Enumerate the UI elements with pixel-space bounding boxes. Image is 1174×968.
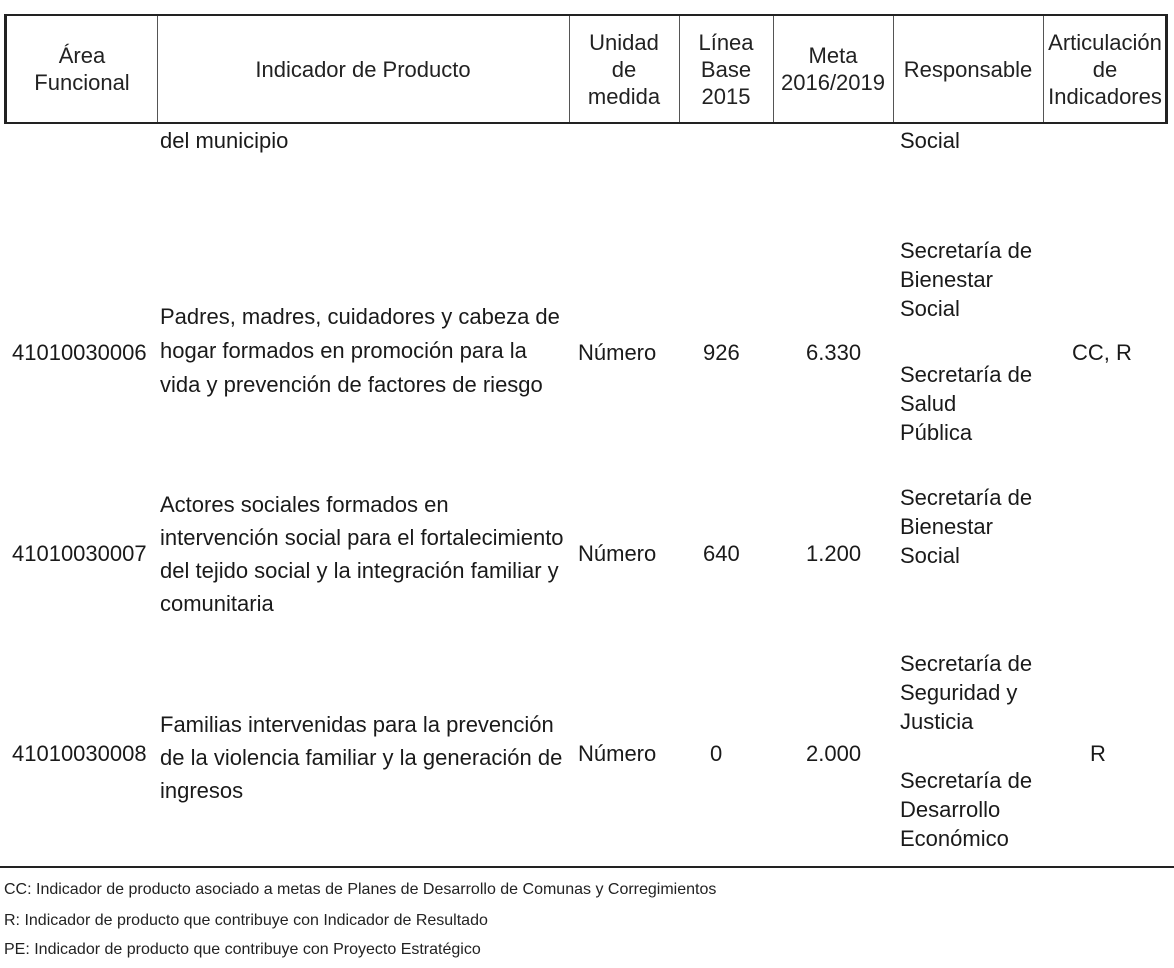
row-unidad: Número: [578, 741, 657, 766]
header-meta: Meta 2016/2019: [781, 43, 885, 95]
continuation-indicador: del municipio: [160, 128, 289, 153]
row-linea-base: 0: [710, 741, 723, 766]
row-codigo: 41010030008: [12, 741, 147, 766]
table-header: [4, 14, 1168, 124]
row-meta: 6.330: [806, 340, 862, 365]
row-responsable-1: Secretaría de Bienestar Social: [900, 485, 1033, 568]
header-linea-base: Línea Base 2015: [698, 29, 754, 109]
row-unidad: Número: [578, 340, 657, 365]
footer-divider: [0, 866, 1174, 868]
row-meta: 1.200: [806, 541, 862, 566]
note-r: R: Indicador de producto que contribuye con Indicador de Resultado: [4, 912, 488, 929]
header-responsable: Responsable: [903, 56, 1033, 82]
header-articulacion: Articulación de Indicadores: [1048, 29, 1162, 109]
row-responsable-1: Secretaría de Bienestar Social: [900, 238, 1033, 321]
row-articulacion: R: [1090, 741, 1106, 766]
header-indicador-producto: Indicador de Producto: [255, 56, 471, 82]
row-codigo: 41010030007: [12, 541, 147, 566]
note-cc: CC: Indicador de producto asociado a metas de Planes de Desarrollo de Comunas y Corregimientos: [4, 881, 717, 898]
row-unidad: Número: [578, 541, 657, 566]
row-responsable-1: Secretaría de Seguridad y Justicia: [900, 651, 1033, 734]
row-indicador: Padres, madres, cuidadores y cabeza de hogar formados en promoción para la vida y prevención de factores de riesgo: [160, 304, 560, 397]
row-articulacion: CC, R: [1072, 340, 1132, 365]
note-pe: PE: Indicador de producto que contribuye con Proyecto Estratégico: [4, 941, 481, 958]
row-responsable-2: Secretaría de Salud Pública: [900, 362, 1033, 445]
continuation-responsable: Social: [900, 128, 960, 153]
header-area-funcional: Área Funcional: [34, 43, 130, 95]
row-indicador: Familias intervenidas para la prevención de la violencia familiar y la generación de ingresos: [160, 712, 563, 803]
row-linea-base: 640: [703, 541, 740, 566]
header-unidad-medida: Unidad de medida: [587, 29, 661, 109]
row-indicador: Actores sociales formados en intervención social para el fortalecimiento del tejido social y la integración familiar y comunitaria: [160, 492, 564, 616]
row-meta: 2.000: [806, 741, 862, 766]
row-codigo: 41010030006: [12, 340, 147, 365]
row-responsable-2: Secretaría de Desarrollo Económico: [900, 768, 1033, 851]
row-linea-base: 926: [703, 340, 740, 365]
